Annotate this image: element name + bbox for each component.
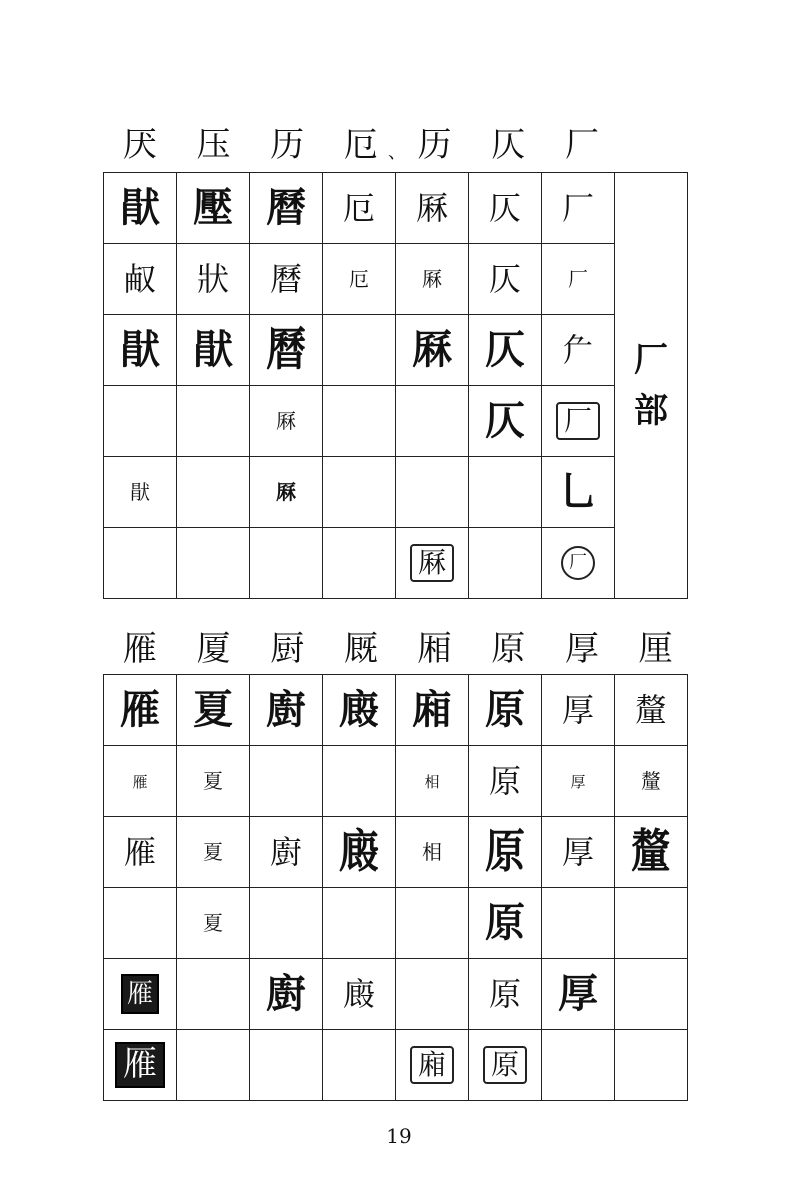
bronze-glyph: 廄 xyxy=(339,824,379,879)
bottom-header-char: 厚 xyxy=(564,629,599,669)
grid-cell xyxy=(542,888,615,959)
bronze-glyph: 夏 xyxy=(203,839,223,864)
bamboo-glyph: 厤 xyxy=(276,408,296,433)
grid-cell xyxy=(177,315,250,386)
seal-stamp-glyph: 廂 xyxy=(410,1046,454,1085)
table-row xyxy=(104,888,688,959)
grid-cell xyxy=(542,817,615,888)
grid-cell xyxy=(250,528,323,599)
bottom-header-char: 厨 xyxy=(270,629,305,669)
grid-cell xyxy=(396,315,469,386)
grid-cell xyxy=(396,386,469,457)
grid-cell xyxy=(396,244,469,315)
grid-cell xyxy=(177,1030,250,1101)
bottom-header-row xyxy=(103,629,693,669)
grid-cell xyxy=(250,746,323,817)
grid-cell xyxy=(542,315,615,386)
grid-cell xyxy=(542,244,615,315)
table-row xyxy=(104,528,688,599)
grid-cell xyxy=(469,1030,542,1101)
seal-glyph: 雁 xyxy=(120,686,160,733)
bamboo-glyph: 仄 xyxy=(485,397,525,444)
grid-cell xyxy=(396,675,469,746)
grid-cell xyxy=(323,315,396,386)
grid-cell xyxy=(542,457,615,528)
top-header-char: 历 xyxy=(417,125,452,165)
grid-cell xyxy=(104,315,177,386)
grid-cell xyxy=(177,173,250,244)
top-header-mark: 、 xyxy=(388,142,406,163)
grid-cell xyxy=(615,1030,688,1101)
grid-cell xyxy=(615,959,688,1030)
table-row xyxy=(104,244,688,315)
radical-char: 厂 xyxy=(634,339,668,380)
grid-cell xyxy=(250,817,323,888)
bronze-glyph: 相 xyxy=(422,839,442,864)
table-row xyxy=(104,173,688,244)
grid-cell xyxy=(469,959,542,1030)
grid-cell xyxy=(615,817,688,888)
grid-cell xyxy=(323,386,396,457)
oracle-glyph: 相 xyxy=(424,772,440,791)
top-header-char: 厄 xyxy=(343,125,378,165)
grid-cell xyxy=(250,888,323,959)
grid-cell xyxy=(104,457,177,528)
seal-glyph: 猒 xyxy=(120,184,160,231)
bronze-glyph: 厚 xyxy=(561,833,594,871)
grid-cell xyxy=(104,746,177,817)
grid-cell xyxy=(615,675,688,746)
seal-stamp-glyph: 原 xyxy=(483,1046,527,1085)
grid-cell xyxy=(615,888,688,959)
bronze-glyph: 原 xyxy=(485,824,525,879)
grid-cell xyxy=(250,244,323,315)
grid-cell xyxy=(323,746,396,817)
table-row xyxy=(104,315,688,386)
bronze-glyph: 猒 xyxy=(120,326,160,373)
bronze-glyph: 曆 xyxy=(266,322,306,377)
grid-cell xyxy=(250,959,323,1030)
grid-cell xyxy=(542,1030,615,1101)
grid-cell xyxy=(323,675,396,746)
bottom-header-char: 厦 xyxy=(196,629,231,669)
grid-cell xyxy=(104,888,177,959)
bronze-glyph: 廚 xyxy=(269,833,302,871)
bottom-header-char: 厢 xyxy=(417,629,452,669)
oracle-glyph: 夏 xyxy=(203,768,223,793)
grid-cell xyxy=(177,746,250,817)
grid-cell xyxy=(323,1030,396,1101)
grid-cell xyxy=(104,528,177,599)
grid-cell xyxy=(250,386,323,457)
grid-cell xyxy=(469,244,542,315)
seal-glyph: 釐 xyxy=(634,691,667,729)
top-header-char: 压 xyxy=(196,125,231,165)
seal-glyph: 厄 xyxy=(342,189,375,227)
grid-cell xyxy=(250,457,323,528)
grid-cell xyxy=(177,888,250,959)
grid-cell xyxy=(542,386,615,457)
grid-cell xyxy=(469,817,542,888)
grid-cell xyxy=(177,244,250,315)
bronze-glyph: 猒 xyxy=(193,326,233,373)
grid-cell xyxy=(323,244,396,315)
grid-cell xyxy=(396,959,469,1030)
seal-glyph: 廚 xyxy=(266,686,306,733)
grid-cell xyxy=(104,817,177,888)
grid-cell xyxy=(323,817,396,888)
page-number: 19 xyxy=(386,1124,412,1148)
oracle-glyph: 㕟 xyxy=(123,260,156,298)
grid-cell xyxy=(104,386,177,457)
grid-cell xyxy=(396,457,469,528)
grid-cell xyxy=(542,675,615,746)
bottom-header-char: 厘 xyxy=(638,629,673,669)
grid-cell xyxy=(469,675,542,746)
grid-cell xyxy=(177,817,250,888)
bronze-glyph: 厤 xyxy=(412,326,452,373)
grid-cell xyxy=(542,959,615,1030)
grid-cell xyxy=(104,959,177,1030)
grid-cell xyxy=(396,746,469,817)
seal-stamp-glyph: 雁 xyxy=(115,1042,165,1087)
oracle-glyph: 厚 xyxy=(570,772,586,791)
grid-cell xyxy=(323,528,396,599)
grid-cell xyxy=(104,173,177,244)
table-row xyxy=(104,675,688,746)
radical-cell xyxy=(615,173,688,599)
grid-cell xyxy=(177,386,250,457)
seal-glyph: 厚 xyxy=(561,691,594,729)
bronze-glyph: 釐 xyxy=(631,824,671,879)
grid-cell xyxy=(615,746,688,817)
grid-cell xyxy=(104,1030,177,1101)
top-header-char: 仄 xyxy=(491,125,526,165)
oracle-glyph: 原 xyxy=(488,762,521,800)
grid-cell xyxy=(469,386,542,457)
grid-cell xyxy=(542,746,615,817)
grid-cell xyxy=(323,959,396,1030)
seal-glyph: 原 xyxy=(485,686,525,733)
grid-cell xyxy=(469,457,542,528)
seal-glyph: 夏 xyxy=(193,686,233,733)
grid-cell xyxy=(177,675,250,746)
seal-glyph: 廂 xyxy=(412,686,452,733)
grid-cell xyxy=(396,528,469,599)
seal-glyph: 厤 xyxy=(415,189,448,227)
grid-cell xyxy=(396,173,469,244)
grid-cell xyxy=(469,528,542,599)
bottom-header-char: 雁 xyxy=(122,629,157,669)
oracle-glyph: 厂 xyxy=(568,266,588,291)
grid-cell xyxy=(469,746,542,817)
oracle-glyph: 曆 xyxy=(269,260,302,298)
bottom-header-char: 原 xyxy=(491,629,526,669)
grid-cell xyxy=(250,173,323,244)
grid-cell xyxy=(177,528,250,599)
grid-cell xyxy=(177,959,250,1030)
table-row xyxy=(104,817,688,888)
grid-cell xyxy=(469,173,542,244)
seal-glyph: 曆 xyxy=(266,184,306,231)
bamboo-glyph: 厂 xyxy=(556,402,600,441)
grid-cell xyxy=(323,888,396,959)
script-glyph: 乚 xyxy=(558,468,598,515)
script-glyph: 原 xyxy=(488,975,521,1013)
top-header-row xyxy=(103,125,619,165)
seal-stamp-glyph: 厤 xyxy=(410,544,454,583)
script-glyph: 厚 xyxy=(558,970,598,1017)
bronze-glyph: 厃 xyxy=(561,331,594,369)
script-glyph: 厤 xyxy=(276,479,296,504)
script-glyph: 雁 xyxy=(121,974,159,1015)
bamboo-glyph: 夏 xyxy=(203,910,223,935)
script-glyph: 廚 xyxy=(266,970,306,1017)
table-row xyxy=(104,1030,688,1101)
script-glyph: 猒 xyxy=(130,479,150,504)
seal-glyph: 廄 xyxy=(339,686,379,733)
script-glyph: 廄 xyxy=(342,975,375,1013)
bamboo-glyph: 原 xyxy=(485,899,525,946)
grid-cell xyxy=(323,173,396,244)
grid-cell xyxy=(104,244,177,315)
grid-cell xyxy=(396,888,469,959)
oracle-glyph: 雁 xyxy=(132,772,148,791)
oracle-glyph: 厤 xyxy=(422,266,442,291)
top-character-grid xyxy=(103,172,688,599)
grid-cell xyxy=(323,457,396,528)
top-header-char: 历 xyxy=(270,125,305,165)
bronze-glyph: 雁 xyxy=(123,833,156,871)
bottom-character-grid xyxy=(103,674,688,1101)
seal-glyph: 厂 xyxy=(561,189,594,227)
grid-cell xyxy=(250,315,323,386)
radical-bu: 部 xyxy=(634,390,668,431)
seal-glyph: 仄 xyxy=(488,189,521,227)
grid-cell xyxy=(542,528,615,599)
oracle-glyph: 狀 xyxy=(196,260,229,298)
top-header-char: 厂 xyxy=(564,125,599,165)
grid-cell xyxy=(396,817,469,888)
bronze-glyph: 仄 xyxy=(485,326,525,373)
oracle-glyph: 厄 xyxy=(349,266,369,291)
seal-stamp-glyph: 厂 xyxy=(561,546,595,580)
grid-cell xyxy=(542,173,615,244)
grid-cell xyxy=(469,888,542,959)
oracle-glyph: 仄 xyxy=(488,260,521,298)
oracle-glyph: 釐 xyxy=(641,768,661,793)
grid-cell xyxy=(250,1030,323,1101)
grid-cell xyxy=(250,675,323,746)
table-row xyxy=(104,959,688,1030)
grid-cell xyxy=(469,315,542,386)
seal-glyph: 壓 xyxy=(193,184,233,231)
table-row xyxy=(104,457,688,528)
grid-cell xyxy=(177,457,250,528)
top-header-char: 厌 xyxy=(122,125,157,165)
table-row xyxy=(104,746,688,817)
grid-cell xyxy=(396,1030,469,1101)
bottom-header-char: 厩 xyxy=(343,629,378,669)
table-row xyxy=(104,386,688,457)
grid-cell xyxy=(104,675,177,746)
